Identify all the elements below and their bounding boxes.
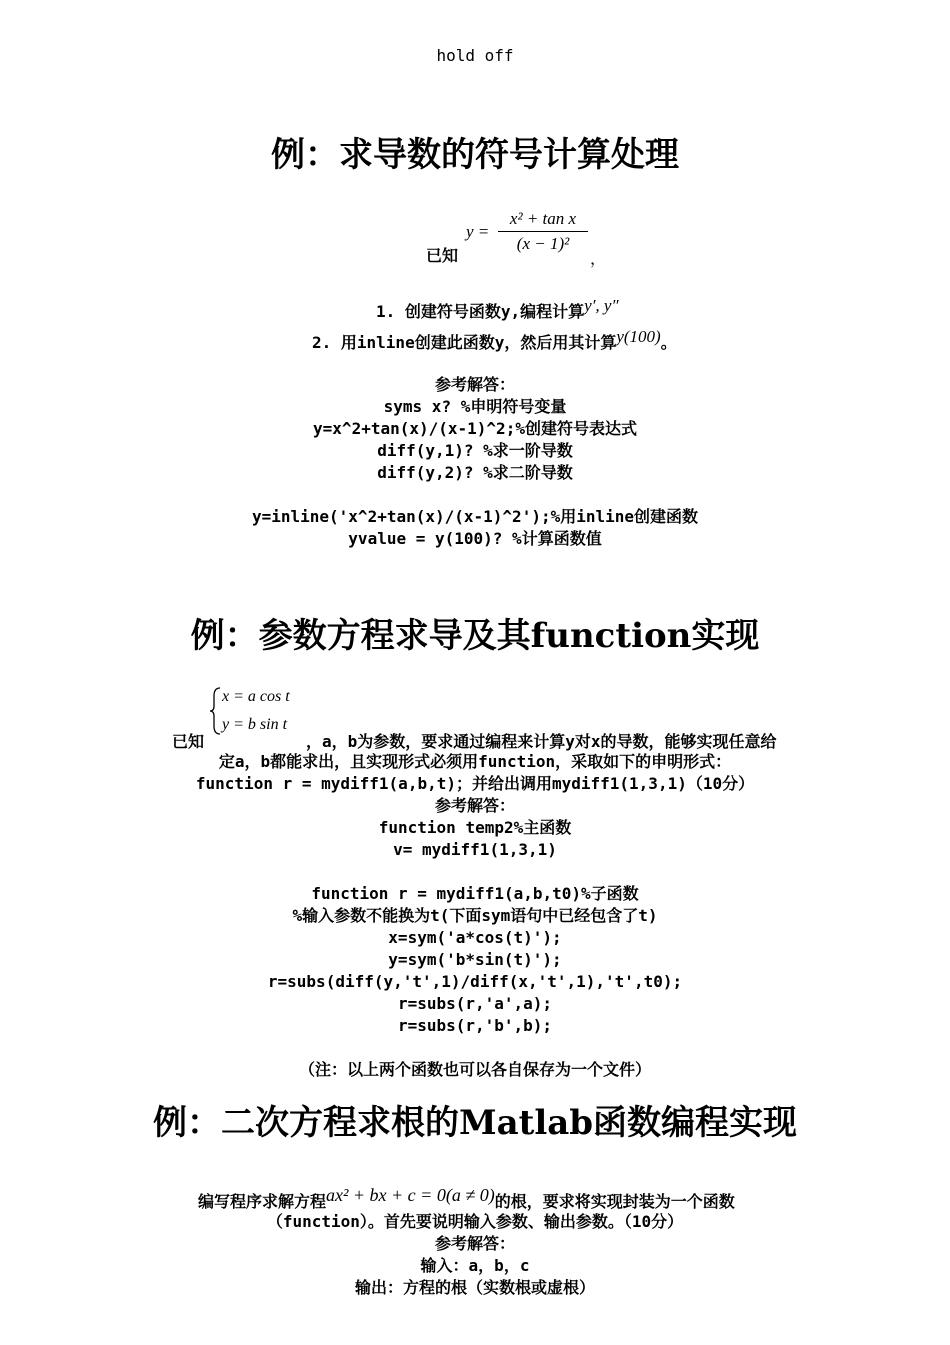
formula-comma: ， <box>590 249 607 268</box>
section3-output: 输出：方程的根（实数根或虚根） <box>354 1278 595 1297</box>
section1-heading: 例：求导数的符号计算处理 <box>271 135 679 175</box>
section2-code-line: r=subs(r,'a',a); <box>397 994 553 1013</box>
section1-code-line: yvalue = y(100)? %计算函数值 <box>348 529 602 548</box>
formula-fraction <box>498 208 588 256</box>
section2-desc1: ，a，b为参数，要求通过编程来计算y对x的导数，能够实现任意给 <box>306 732 777 751</box>
system-eq1: x = a cos t <box>222 688 290 705</box>
section2-code-line: r=subs(r,'b',b); <box>397 1016 553 1035</box>
section2-desc3: function r = mydiff1(a,b,t)；并给出调用mydiff1(1,3,1)（10分） <box>195 774 755 793</box>
section2-code-line: y=sym('b*sin(t)'); <box>388 950 562 969</box>
system-brace-icon <box>208 686 222 736</box>
item1-text: 1. 创建符号函数y,编程计算 <box>376 302 585 321</box>
formula-denominator: (x − 1)² <box>516 234 570 253</box>
section1-given-label: 已知 <box>426 246 459 265</box>
section1-answer-label: 参考解答： <box>434 375 515 394</box>
quadratic-equation: ax² + bx + c = 0(a ≠ 0) <box>326 1185 495 1205</box>
item2-text: 2. 用inline创建此函数y，然后用其计算 <box>312 333 617 352</box>
section2-code-line: v= mydiff1(1,3,1) <box>393 840 557 859</box>
item1-math: y′, y″ <box>584 296 619 315</box>
section2-desc2: 定a，b都能求出，且实现形式必须用function，采取如下的申明形式： <box>218 752 732 771</box>
section1-code-line: y=inline('x^2+tan(x)/(x-1)^2');%用inline创建函数 <box>251 507 699 526</box>
section2-code-line: r=subs(diff(y,'t',1)/diff(x,'t',1),'t',t0); <box>267 972 683 991</box>
system-eq2: y = b sin t <box>222 716 288 733</box>
item2 <box>312 327 677 353</box>
section2-heading: 例：参数方程求导及其function实现 <box>190 616 760 656</box>
section3-desc1-post: 的根，要求将实现封装为一个函数 <box>494 1192 735 1211</box>
item1 <box>376 296 619 322</box>
section3-desc1 <box>198 1185 735 1212</box>
section2-code-line: %输入参数不能换为t(下面sym语句中已经包含了t) <box>292 906 658 925</box>
section3-desc2: （function）。首先要说明输入参数、输出参数。（10分） <box>266 1212 684 1231</box>
section2-answer-label: 参考解答： <box>434 796 515 815</box>
section2-given-label: 已知 <box>172 732 205 751</box>
section1-code-line: diff(y,1)? %求一阶导数 <box>377 441 573 460</box>
section1-code-line: diff(y,2)? %求二阶导数 <box>377 463 573 482</box>
item2-math: y(100) <box>616 327 661 346</box>
section2-code-line: function temp2%主函数 <box>378 818 572 837</box>
section3-answer-label: 参考解答： <box>434 1234 515 1253</box>
section2-note: （注：以上两个函数也可以各自保存为一个文件） <box>298 1060 651 1079</box>
hold-off-line: hold off <box>436 46 514 65</box>
formula-numerator: x² + tan x <box>498 208 588 232</box>
section1-code-line: syms x? %申明符号变量 <box>383 397 567 416</box>
formula-lhs: y = <box>466 222 490 241</box>
section3-input: 输入：a，b，c <box>420 1256 530 1275</box>
section1-code-line: y=x^2+tan(x)/(x-1)^2;%创建符号表达式 <box>313 419 637 438</box>
section2-code-line: function r = mydiff1(a,b,t0)%子函数 <box>311 884 639 903</box>
item2-end: 。 <box>660 333 677 352</box>
section3-desc1-pre: 编写程序求解方程 <box>198 1192 327 1211</box>
section2-code-line: x=sym('a*cos(t)'); <box>388 928 562 947</box>
section3-heading: 例：二次方程求根的Matlab函数编程实现 <box>152 1103 798 1143</box>
